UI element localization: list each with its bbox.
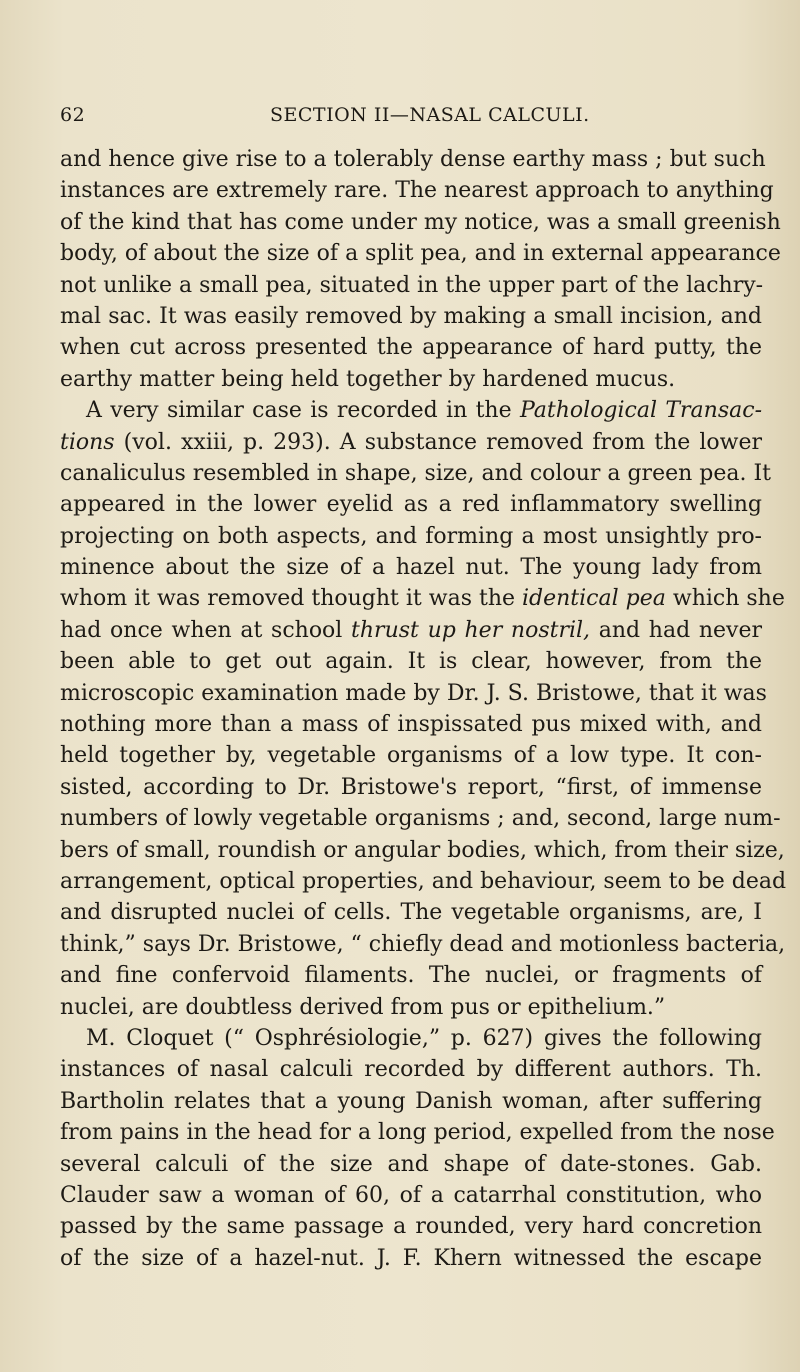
text-line: body, of about the size of a split pea, and in external appearance xyxy=(60,241,781,267)
text-line: arrangement, optical properties, and behaviour, seem to be dead xyxy=(60,868,787,894)
text-line: M. Cloquet (“ Osphrésiologie,” p. 627) gives the following xyxy=(86,1025,762,1051)
text-line: had once when at school thrust up her nostril, and had never xyxy=(60,617,763,643)
text-line: instances are extremely rare. The nearest approach to anything xyxy=(60,178,774,204)
text-line: bers of small, roundish or angular bodies, which, from their size, xyxy=(60,837,785,863)
text-line: and disrupted nuclei of cells. The vegetable organisms, are, I xyxy=(60,900,762,926)
running-title: SECTION II—NASAL CALCULI. xyxy=(270,104,590,126)
text-line: tions (vol. xxiii, p. 293). A substance removed from the lower xyxy=(60,429,762,455)
page-number: 62 xyxy=(60,104,86,126)
text-line: Bartholin relates that a young Danish woman, after suffering xyxy=(60,1088,762,1114)
text-line: minence about the size of a hazel nut. The young lady from xyxy=(60,555,762,581)
text-line: sisted, according to Dr. Bristowe's report, “first, of immense xyxy=(60,774,762,800)
text-line: of the size of a hazel-nut. J. F. Khern witnessed the escape xyxy=(60,1245,762,1271)
text-line: think,” says Dr. Bristowe, “ chiefly dead and motionless bacteria, xyxy=(60,931,786,957)
text-line: microscopic examination made by Dr. J. S. Bristowe, that it was xyxy=(60,680,767,706)
italic-journal-title: Pathological Transac- xyxy=(519,398,762,424)
text-line: been able to get out again. It is clear, however, from the xyxy=(60,649,762,675)
text-line: appeared in the lower eyelid as a red inflammatory swelling xyxy=(60,492,762,518)
text-line: canaliculus resembled in shape, size, and colour a green pea. It xyxy=(60,460,772,486)
text-line: not unlike a small pea, situated in the upper part of the lachry- xyxy=(60,272,764,298)
body-text xyxy=(60,144,787,1274)
italic-phrase: thrust up her nostril, xyxy=(351,617,591,643)
text-line: and fine confervoid filaments. The nuclei, or fragments of xyxy=(60,963,762,989)
text-line: when cut across presented the appearance of hard putty, the xyxy=(60,335,762,361)
text-line: whom it was removed thought it was the identical pea which she xyxy=(60,586,785,612)
italic-journal-title-cont: tions xyxy=(60,429,115,455)
text-line: several calculi of the size and shape of date-stones. Gab. xyxy=(60,1151,762,1177)
text-line: projecting on both aspects, and forming a most unsightly pro- xyxy=(60,523,762,549)
text-line: of the kind that has come under my notice, was a small greenish xyxy=(60,209,781,235)
text-line: and hence give rise to a tolerably dense earthy mass ; but such xyxy=(60,147,766,172)
text-line: nothing more than a mass of inspissated pus mixed with, and xyxy=(60,712,762,738)
page-header xyxy=(60,104,760,134)
text-line: earthy matter being held together by hardened mucus. xyxy=(60,366,676,392)
text-line: passed by the same passage a rounded, very hard concretion xyxy=(60,1214,762,1240)
text-line: A very similar case is recorded in the Pathological Transac- xyxy=(86,398,762,424)
italic-phrase: identical pea xyxy=(522,586,666,612)
text-line: nuclei, are doubtless derived from pus or epithelium.” xyxy=(60,994,666,1020)
text-line: instances of nasal calculi recorded by different authors. Th. xyxy=(60,1057,762,1083)
text-line: numbers of lowly vegetable organisms ; and, second, large num- xyxy=(60,806,781,832)
text-line: held together by, vegetable organisms of a low type. It con- xyxy=(60,743,762,769)
text-line: Clauder saw a woman of 60, of a catarrhal constitution, who xyxy=(60,1182,762,1208)
text-line: from pains in the head for a long period, expelled from the nose xyxy=(60,1120,775,1146)
text-line: mal sac. It was easily removed by making a small incision, and xyxy=(60,303,762,329)
